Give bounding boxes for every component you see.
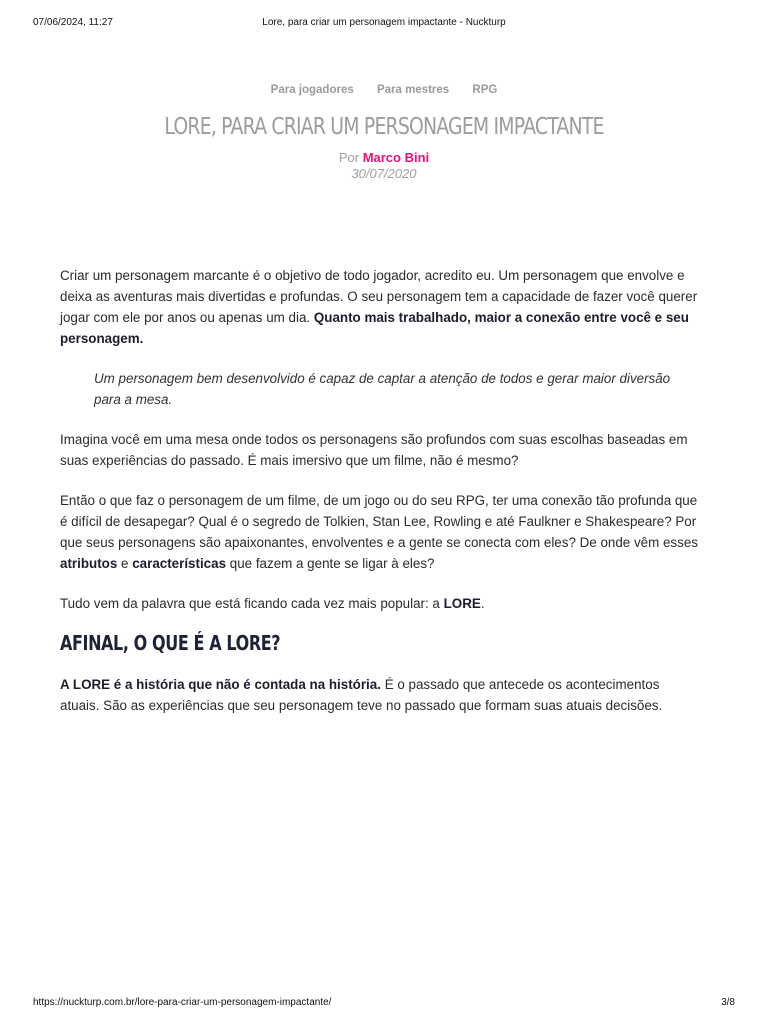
paragraph-lore-intro (60, 593, 700, 614)
paragraph-lore-intro-end: . (480, 596, 485, 611)
print-header (0, 17, 768, 31)
paragraph-intro-text: Criar um personagem marcante é o objetivo de todo jogador, acredito eu. Um personagem que envolve e deixa as aventuras mais divertidas e profundas. O seu personagem tem a capacidade de fazer você querer jogar com ele por anos ou apenas um dia. (60, 268, 698, 325)
paragraph-definition-bold: A LORE é a história que não é contada na história. (60, 677, 381, 692)
section-heading: AFINAL, O QUE É A LORE? (60, 631, 281, 655)
paragraph-lore-intro-text: Tudo vem da palavra que está ficando cada vez mais popular: a (60, 596, 440, 611)
byline-prefix: Por (338, 150, 360, 165)
paragraph-definition (60, 674, 700, 716)
post-byline (0, 150, 768, 165)
print-page-number: 3/8 (721, 997, 735, 1008)
print-datetime: 07/06/2024, 11:27 (33, 17, 113, 28)
post-date: 30/07/2020 (351, 166, 417, 181)
category-links (0, 84, 768, 96)
category-link-rpg[interactable]: RPG (472, 84, 498, 96)
post-title: LORE, PARA CRIAR UM PERSONAGEM IMPACTANTE (164, 114, 604, 140)
paragraph-intro (60, 265, 700, 349)
category-link-para-jogadores[interactable]: Para jogadores (270, 84, 354, 96)
bold-atributos: atributos (60, 556, 118, 571)
paragraph-question-end: que fazem a gente se ligar à eles? (229, 556, 435, 571)
bold-lore: LORE (443, 596, 481, 611)
article-body (60, 265, 700, 735)
author-link[interactable]: Marco Bini (362, 150, 430, 165)
bold-caracteristicas: características (132, 556, 227, 571)
print-page-title: Lore, para criar um personagem impactante - Nuckturp (262, 17, 506, 28)
paragraph-intro-bold: Quanto mais trabalhado, maior a conexão entre você e seu personagem. (60, 310, 689, 346)
paragraph-question-conj: e (121, 556, 129, 571)
category-link-para-mestres[interactable]: Para mestres (376, 84, 450, 96)
paragraph-question-text: Então o que faz o personagem de um filme, de um jogo ou do seu RPG, ter uma conexão tão profunda que é difícil de desapegar? Qual é o segredo de Tolkien, Stan Lee, Rowling e até Faulkner e Shakespeare? Por que seus personagens são apaixonantes, envolventes e a gente se conecta com eles? De onde vêm esses (60, 493, 698, 550)
blockquote: Um personagem bem desenvolvido é capaz de captar a atenção de todos e gerar maior diversão para a mesa. (94, 371, 671, 407)
paragraph-definition-text: É o passado que antecede os acontecimentos atuais. São as experiências que seu personagem teve no passado que formam suas atuais decisões. (60, 677, 663, 713)
print-url: https://nuckturp.com.br/lore-para-criar-um-personagem-impactante/ (33, 997, 332, 1008)
paragraph-question (60, 490, 700, 574)
paragraph-imagine: Imagina você em uma mesa onde todos os personagens são profundos com suas escolhas baseadas em suas experiências do passado. É mais imersivo que um filme, não é mesmo? (60, 432, 688, 468)
